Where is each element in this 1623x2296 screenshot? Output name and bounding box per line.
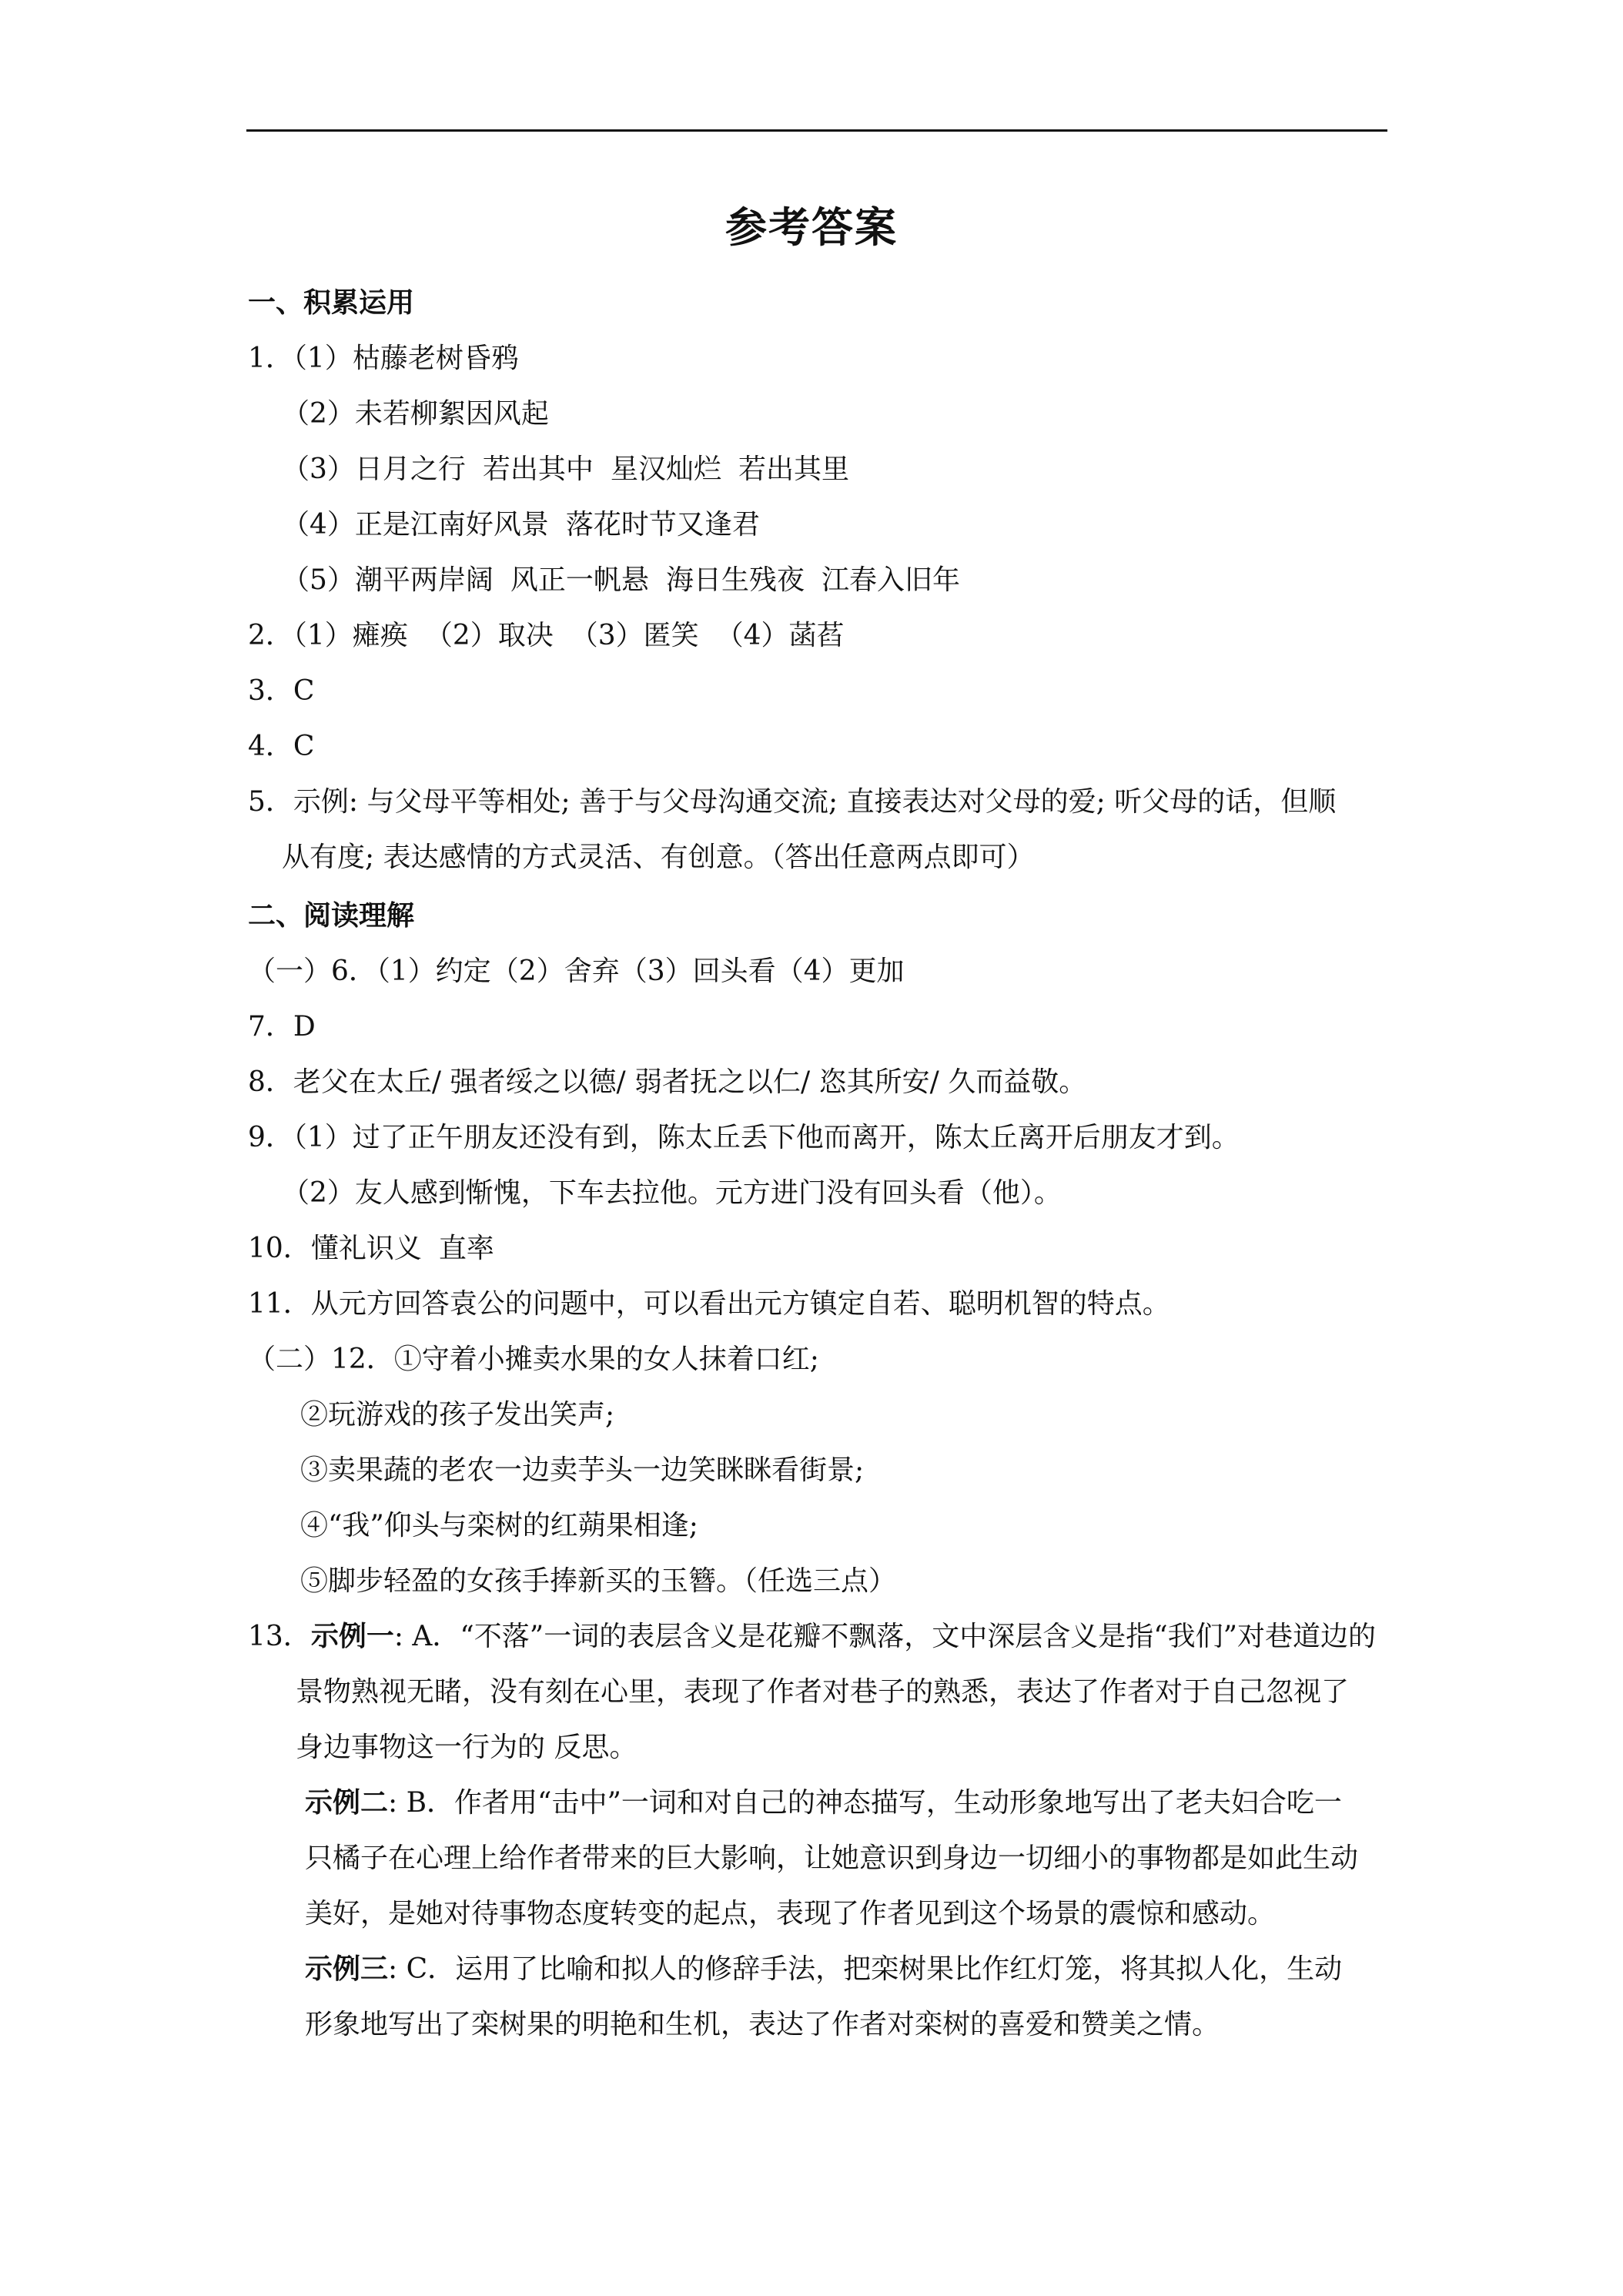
item-number: （1） [293,343,353,374]
answer-q13-example3-line1 [305,1951,1342,1988]
answer-q9-line2: （2）友人感到惭愧，下车去拉他。元方进门没有回头看（他）。 [282,1177,1062,1209]
answer-text: 懂礼识义 [310,1233,422,1264]
answer-text: 示例: 与父母平等相处; 善于与父母沟通交流; 直接表达对父母的爱; 听父母的话，但顺 [293,786,1337,818]
answer-q8: 8．老父在太丘/ 强者绥之以德/ 弱者抚之以仁/ 恣其所安/ 久而益敬。 [248,1066,1087,1098]
answer-q2 [248,618,845,654]
answer-text: 若出其中 [482,454,594,485]
answer-q7: 7．D [248,1011,316,1043]
answer-q6: （一）6．（1）约定（2）舍弃（3）回头看（4）更加 [248,956,905,987]
answer-q12-line2: ②玩游戏的孩子发出笑声; [300,1399,615,1431]
answer-q13-example1-line3: 身边事物这一行为的 反思。 [296,1732,637,1763]
example-label: 示例三 [305,1953,389,1985]
question-number: 13． [248,1621,311,1652]
answer-text: C [293,675,315,707]
answer-text: 日月之行 [354,454,466,485]
item-number: （2） [282,398,355,430]
answer-text: 正是江南好风景 [354,509,549,541]
answer-q13-example1-line2: 景物熟视无睹，没有刻在心里，表现了作者对巷子的熟悉，表达了作者对于自己忽视了 [296,1676,1350,1708]
header-rule [246,129,1387,132]
answer-text: C [293,731,315,762]
answer-text: （4）菡萏 [715,620,845,651]
answer-q1-3 [282,451,849,488]
answer-q1-4 [282,507,760,544]
answer-text: （2）取决 [424,620,554,651]
answer-text: 枯藤老树昏鸦 [352,343,519,374]
question-number: 1． [248,343,293,374]
answer-text: 风正一帆悬 [510,564,649,596]
answer-q5-line2: 从有度; 表达感情的方式灵活、有创意。（答出任意两点即可） [282,842,1035,873]
page-title: 参考答案 [725,203,898,252]
question-number: 10． [248,1233,311,1264]
answer-q11: 11．从元方回答袁公的问题中，可以看出元方镇定自若、聪明机智的特点。 [248,1288,1170,1320]
item-number: （5） [282,564,355,596]
answer-text: 若出其里 [738,454,849,485]
question-number: 4． [248,731,293,762]
answer-q13-example2-line1 [305,1785,1342,1822]
answer-text: （3）匿笑 [570,620,699,651]
answer-text: 未若柳絮因风起 [354,398,549,430]
item-number: （3） [282,454,355,485]
answer-text: 潮平两岸阔 [354,564,494,596]
answer-q13-example1-line1 [248,1618,1376,1655]
item-number: （4） [282,509,355,541]
answer-q12-line4: ④“我”仰头与栾树的红蒴果相逢; [300,1510,698,1541]
answer-q3 [248,673,314,710]
answer-text: : A．“不落”一词的表层含义是花瓣不飘落，文中深层含义是指“我们”对巷道边的 [393,1621,1377,1652]
section-heading-reading: 二、阅读理解 [248,900,415,932]
answer-q1-2 [282,396,549,433]
answer-q10 [248,1230,494,1267]
answer-text: 直率 [438,1233,494,1264]
answer-q4 [248,728,314,765]
answer-text: : C．运用了比喻和拟人的修辞手法，把栾树果比作红灯笼，将其拟人化，生动 [388,1953,1343,1985]
answer-q12-line5: ⑤脚步轻盈的女孩手捧新买的玉簪。（任选三点） [300,1565,897,1597]
answer-text: : B．作者用“击中”一词和对自己的神态描写，生动形象地写出了老夫妇合吃一 [388,1787,1342,1819]
question-number: 3． [248,675,293,707]
example-label: 示例二 [305,1787,389,1819]
answer-text: 江春入旧年 [821,564,960,596]
answer-text: 落花时节又逢君 [565,509,760,541]
answer-text: （1）瘫痪 [293,620,408,651]
answer-q13-example2-line2: 只橘子在心理上给作者带来的巨大影响，让她意识到身边一切细小的事物都是如此生动 [305,1842,1359,1874]
example-label: 示例一 [310,1621,394,1652]
question-number: 2． [248,620,293,651]
answer-q13-example2-line3: 美好，是她对待事物态度转变的起点，表现了作者见到这个场景的震惊和感动。 [305,1898,1276,1930]
answer-q12-line3: ③卖果蔬的老农一边卖芋头一边笑眯眯看街景; [300,1454,865,1486]
answer-q1-1 [248,340,519,377]
answer-q1-5 [282,562,960,599]
answer-q5-line1 [248,784,1336,821]
answer-q12-line1: （二）12．①守着小摊卖水果的女人抹着口红; [248,1344,819,1375]
answer-q13-example3-line2: 形象地写出了栾树果的明艳和生机，表达了作者对栾树的喜爱和赞美之情。 [305,2009,1220,2040]
section-heading-accumulation: 一、积累运用 [248,287,415,319]
answer-text: 星汉灿烂 [610,454,721,485]
question-number: 5． [248,786,293,818]
answer-text: 海日生残夜 [665,564,805,596]
answer-q9-line1: 9．（1）过了正午朋友还没有到，陈太丘丢下他而离开，陈太丘离开后朋友才到。 [248,1122,1240,1153]
